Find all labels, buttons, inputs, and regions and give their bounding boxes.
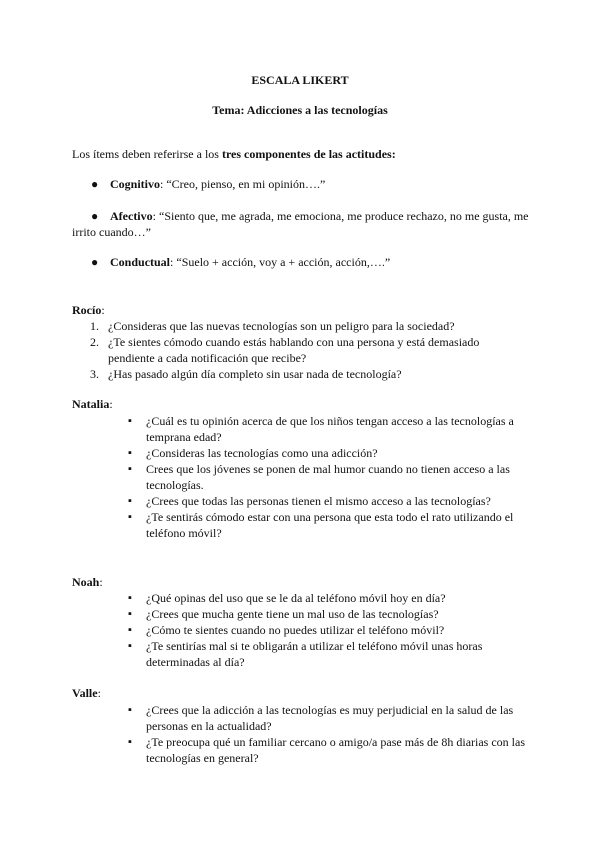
list-item: Crees que los jóvenes se ponen de mal humor cuando no tienen acceso a las tecnologías.	[146, 462, 510, 492]
item-number: 3.	[90, 367, 99, 381]
document-subtitle: Tema: Adicciones a las tecnologías	[212, 103, 388, 117]
bullet-dot-icon: ●	[91, 177, 99, 191]
list-item: ¿Cómo te sientes cuando no puedes utilizar el teléfono móvil?	[146, 623, 445, 637]
square-bullet-icon: ▪	[128, 640, 132, 652]
section-colon: :	[109, 397, 113, 411]
square-bullet-icon: ▪	[128, 624, 132, 636]
list-item: ¿Crees que la adicción a las tecnologías es muy perjudicial en la salud de las personas en la actualidad?	[146, 703, 514, 733]
component-label: Conductual	[110, 255, 171, 269]
section-heading-valle	[72, 685, 101, 701]
component-conductual	[72, 254, 532, 270]
component-text: : “Siento que, me agrada, me emociona, me produce rechazo, no me gusta, me irrito cuando…”	[72, 209, 529, 239]
item-number: 2.	[90, 335, 99, 349]
component-label: Cognitivo	[110, 177, 161, 191]
section-name: Valle	[72, 686, 98, 700]
list-item: ¿Cuál es tu opinión acerca de que los niños tengan acceso a las tecnologías a temprana edad?	[146, 414, 514, 444]
list-item: ¿Consideras las tecnologías como una adicción?	[146, 446, 378, 460]
intro-paragraph	[72, 146, 532, 162]
square-bullet-icon: ▪	[128, 495, 132, 507]
square-bullet-icon: ▪	[128, 415, 132, 427]
intro-lead: Los ítems deben referirse a los	[72, 147, 222, 161]
section-name: Noah	[72, 575, 100, 589]
component-cognitivo	[72, 176, 532, 192]
component-text: : “Suelo + acción, voy a + acción, acción,….”	[170, 255, 391, 269]
section-colon: :	[99, 575, 103, 589]
bullet-dot-icon: ●	[91, 255, 99, 269]
list-item: ¿Te preocupa qué un familiar cercano o amigo/a pase más de 8h diarias con las tecnologías en general?	[146, 735, 526, 765]
section-heading-rocio	[72, 302, 105, 318]
list-item: ¿Consideras que las nuevas tecnologías son un peligro para la sociedad?	[108, 319, 455, 333]
item-number: 1.	[90, 319, 99, 333]
list-item: ¿Te sentirías mal si te obligarán a utilizar el teléfono móvil unas horas determinadas al día?	[146, 639, 483, 669]
list-item: ¿Qué opinas del uso que se le da al teléfono móvil hoy en día?	[146, 591, 446, 605]
component-afectivo	[72, 208, 532, 240]
list-item: ¿Has pasado algún día completo sin usar nada de tecnología?	[108, 367, 402, 381]
section-heading-noah	[72, 574, 103, 590]
section-colon: :	[101, 303, 105, 317]
list-item: ¿Crees que todas las personas tienen el mismo acceso a las tecnologías?	[146, 494, 491, 508]
section-heading-natalia	[72, 396, 113, 412]
list-item: ¿Crees que mucha gente tiene un mal uso de las tecnologías?	[146, 607, 439, 621]
square-bullet-icon: ▪	[128, 592, 132, 604]
bullet-dot-icon: ●	[91, 209, 99, 223]
component-text: : “Creo, pienso, en mi opinión….”	[160, 177, 326, 191]
section-name: Rocío	[72, 303, 102, 317]
section-name: Natalia	[72, 397, 110, 411]
square-bullet-icon: ▪	[128, 736, 132, 748]
document-title: ESCALA LIKERT	[251, 73, 349, 87]
list-item: ¿Te sientes cómodo cuando estás hablando con una persona y está demasiado pendiente a cada notificación que recibe?	[108, 335, 480, 365]
section-colon: :	[97, 686, 101, 700]
square-bullet-icon: ▪	[128, 704, 132, 716]
square-bullet-icon: ▪	[128, 608, 132, 620]
intro-bold: tres componentes de las actitudes:	[221, 147, 396, 161]
list-item: ¿Te sentirás cómodo estar con una persona que esta todo el rato utilizando el teléfono móvil?	[146, 510, 514, 540]
square-bullet-icon: ▪	[128, 463, 132, 475]
square-bullet-icon: ▪	[128, 447, 132, 459]
component-label: Afectivo	[110, 209, 153, 223]
square-bullet-icon: ▪	[128, 511, 132, 523]
